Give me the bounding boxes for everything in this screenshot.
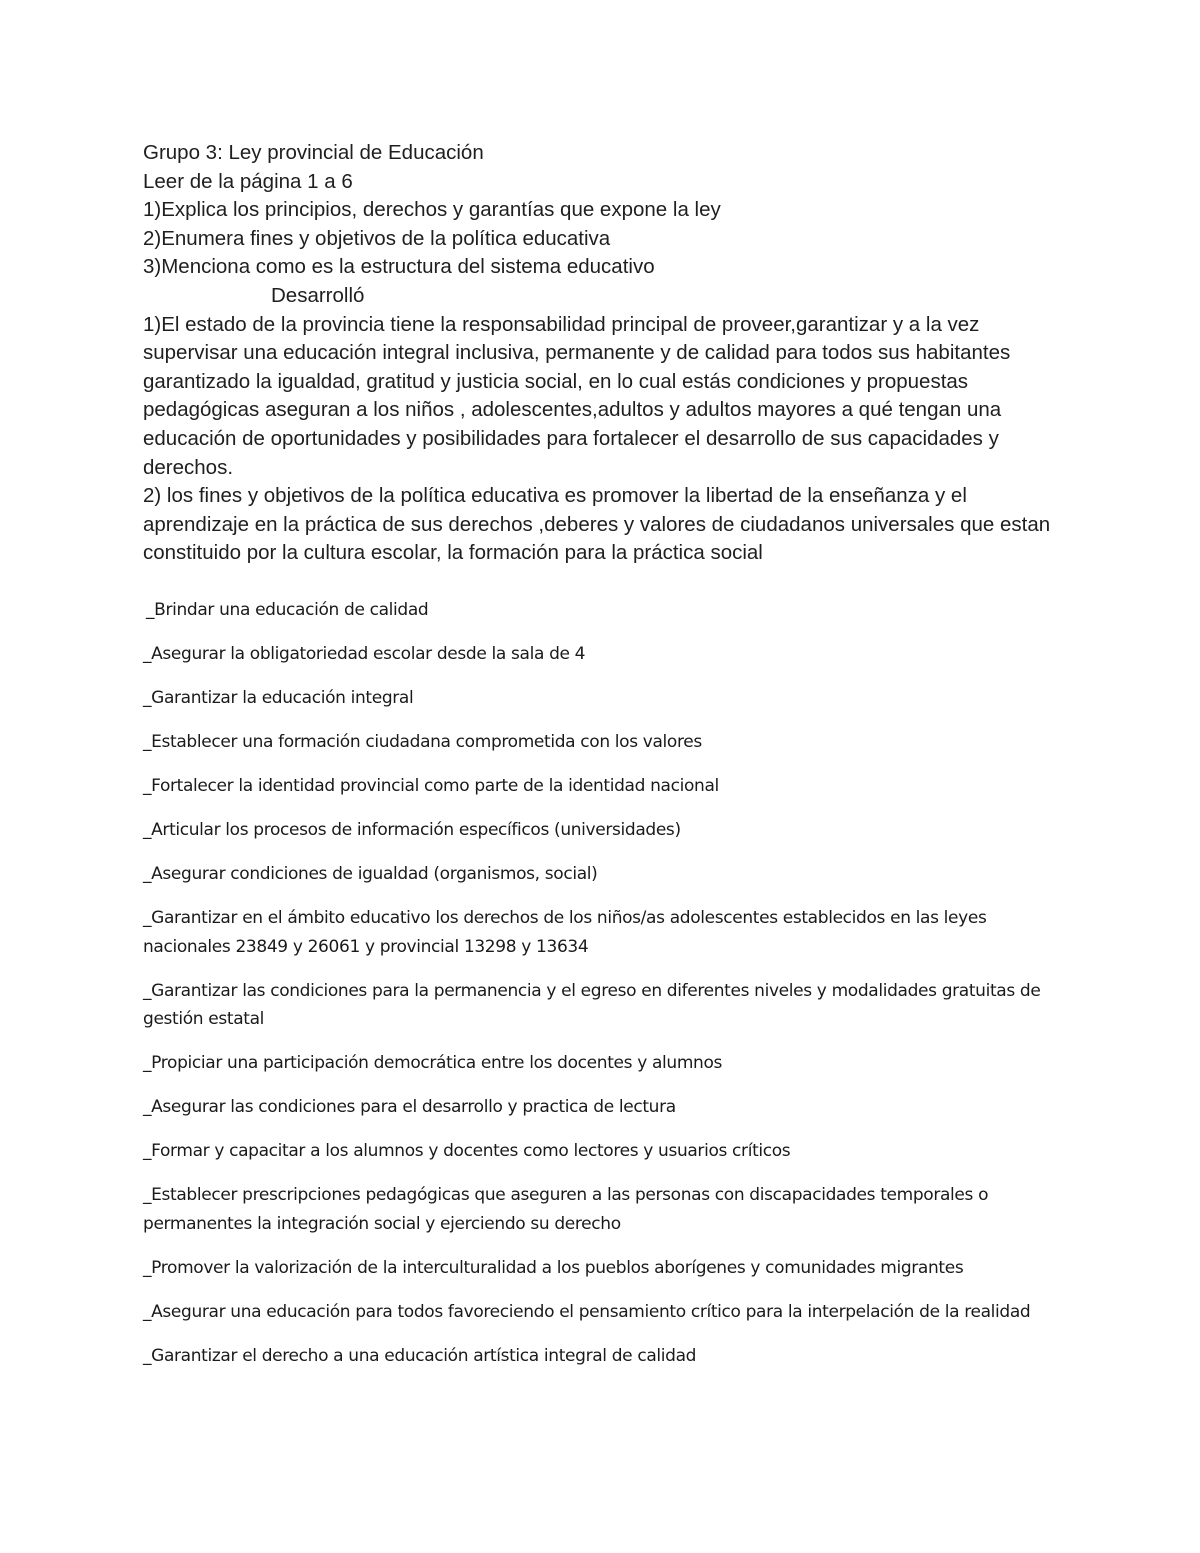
list-item: _Garantizar el derecho a una educación artística integral de calidad xyxy=(143,1345,697,1366)
list-item: _Asegurar las condiciones para el desarrollo y practica de lectura xyxy=(143,1097,676,1117)
goals-list xyxy=(143,596,1073,1386)
list-item: _Brindar una educación de calidad xyxy=(146,600,429,620)
list-item: _Establecer prescripciones pedagógicas que aseguren a las personas con discapacidades temporales o permanentes la integración social y ejerciendo su derecho xyxy=(143,1185,989,1234)
list-item: _Promover la valorización de la interculturalidad a los pueblos aborígenes y comunidades migrantes xyxy=(143,1257,964,1278)
list-item: _Asegurar la obligatoriedad escolar desde la sala de 4 xyxy=(143,644,586,664)
development-heading: Desarrolló xyxy=(271,283,365,307)
list-item: _Asegurar una educación para todos favoreciendo el pensamiento crítico para la interpelación de la realidad xyxy=(143,1301,1031,1322)
list-item: _Propiciar una participación democrática entre los docentes y alumnos xyxy=(143,1053,723,1073)
document-title: Grupo 3: Ley provincial de Educación xyxy=(143,141,484,164)
question-1: 1)Explica los principios, derechos y garantías que expone la ley xyxy=(143,198,721,222)
list-item: _Asegurar condiciones de igualdad (organismos, social) xyxy=(143,864,598,884)
list-item: _Articular los procesos de información específicos (universidades) xyxy=(143,820,681,840)
question-3: 3)Menciona como es la estructura del sistema educativo xyxy=(143,255,655,279)
answer-2-paragraph: 2) los fines y objetivos de la política educativa es promover la libertad de la enseñanza y el aprendizaje en la práctica de sus derechos ,deberes y valores de ciudadanos universales que estan constituido por la cultura escolar, la formación para la práctica social xyxy=(143,484,1051,565)
list-item: _Formar y capacitar a los alumnos y docentes como lectores y usuarios críticos xyxy=(143,1141,791,1161)
list-item: _Establecer una formación ciudadana comprometida con los valores xyxy=(143,732,702,752)
list-item: _Garantizar la educación integral xyxy=(143,688,414,708)
answer-1-paragraph: 1)El estado de la provincia tiene la responsabilidad principal de proveer,garantizar y a la vez supervisar una educación integral inclusiva, permanente y de calidad para todos sus habitantes garantizado la igualdad, gratitud y justicia social, en lo cual estás condiciones y propuestas pedagógicas aseguran a los niños , adolescentes,adultos y adultos mayores a qué tengan una educación de oportunidades y posibilidades para fortalecer el desarrollo de sus capacidades y derechos. xyxy=(143,312,1011,479)
question-2: 2)Enumera fines y objetivos de la política educativa xyxy=(143,226,611,250)
list-item: _Garantizar las condiciones para la permanencia y el egreso en diferentes niveles y modalidades gratuitas de gestión estatal xyxy=(143,980,1041,1029)
reading-instruction: Leer de la página 1 a 6 xyxy=(143,169,353,193)
list-item: _Fortalecer la identidad provincial como parte de la identidad nacional xyxy=(143,776,719,796)
list-item: _Garantizar en el ámbito educativo los derechos de los niños/as adolescentes establecidos en las leyes nacionales 23849 y 26061 y provincial 13298 y 13634 xyxy=(143,908,987,957)
document-header-section xyxy=(143,139,1073,568)
